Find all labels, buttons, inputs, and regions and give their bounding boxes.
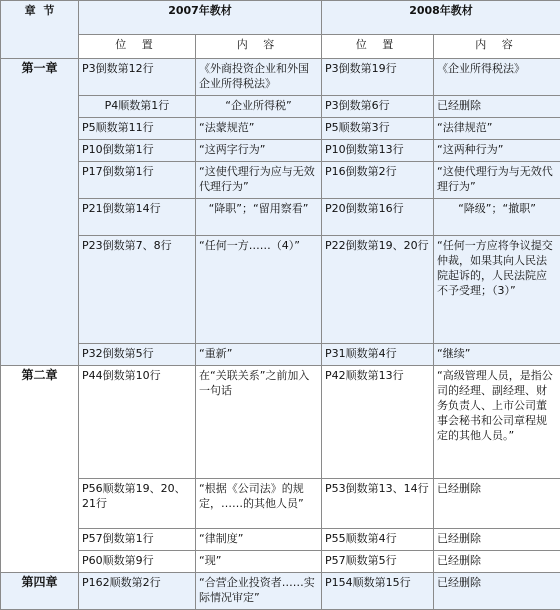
position-2008: P31顺数第4行 [322, 344, 434, 366]
position-2008: P55顺数第4行 [322, 529, 434, 551]
position-2007: P60顺数第9行 [79, 551, 196, 573]
position-2007: P17倒数第1行 [79, 162, 196, 199]
table-row [1, 479, 560, 529]
table-row [1, 551, 560, 573]
position-2007: P23倒数第7、8行 [79, 236, 196, 344]
table-row [1, 199, 560, 236]
position-header-2008: 位 置 [322, 35, 434, 59]
position-2008: P10倒数第13行 [322, 140, 434, 162]
content-2008: 已经删除 [434, 479, 560, 529]
chapter-2-label: 第二章 [1, 366, 79, 573]
content-2008: “这使代理行为与无效代理行为” [434, 162, 560, 199]
position-2008: P57顺数第5行 [322, 551, 434, 573]
content-2007: “降职”；“留用察看” [196, 199, 322, 236]
position-2008: P3倒数第19行 [322, 59, 434, 96]
table-row [1, 529, 560, 551]
content-2007: “这两字行为” [196, 140, 322, 162]
position-2007: P32倒数第5行 [79, 344, 196, 366]
table-row [1, 59, 560, 96]
content-2008: “任何一方应将争议提交仲裁，如果其向人民法院起诉的，人民法院应不予受理；（3）” [434, 236, 560, 344]
chapter-1-label: 第一章 [1, 59, 79, 366]
content-2007: “企业所得税” [196, 96, 322, 118]
position-2008: P16倒数第2行 [322, 162, 434, 199]
header-row [1, 1, 560, 35]
table-row [1, 573, 560, 610]
position-2008: P20倒数第16行 [322, 199, 434, 236]
table-row [1, 236, 560, 344]
chapter-4-label: 第四章 [1, 573, 79, 610]
content-2008: “降级”；“撤职” [434, 199, 560, 236]
table-row [1, 344, 560, 366]
edition-2008-header: 2008年教材 [322, 1, 560, 35]
table-row [1, 366, 560, 479]
position-header-2007: 位 置 [79, 35, 196, 59]
content-2008: “这两种行为” [434, 140, 560, 162]
table-row [1, 162, 560, 199]
content-2007: “根据《公司法》的规定，……的其他人员” [196, 479, 322, 529]
position-2008: P53倒数第13、14行 [322, 479, 434, 529]
position-2007: P44倒数第10行 [79, 366, 196, 479]
position-2007: P21倒数第14行 [79, 199, 196, 236]
content-2008: “高级管理人员，是指公司的经理、副经理、财务负责人、上市公司董事会秘书和公司章程规定的其他人员。” [434, 366, 560, 479]
content-2007: “合营企业投资者……实际情况审定” [196, 573, 322, 610]
table-row [1, 140, 560, 162]
position-2007: P3倒数第12行 [79, 59, 196, 96]
content-2007: “律制度” [196, 529, 322, 551]
position-2007: P10倒数第1行 [79, 140, 196, 162]
edition-2007-header: 2007年教材 [79, 1, 322, 35]
position-2007: P57倒数第1行 [79, 529, 196, 551]
content-2007: “这使代理行为应与无效代理行为” [196, 162, 322, 199]
content-2008: “继续” [434, 344, 560, 366]
content-2007: “任何一方……（4）” [196, 236, 322, 344]
content-2008: 已经删除 [434, 551, 560, 573]
content-2007: “法蒙规范” [196, 118, 322, 140]
chapter-section-header: 章 节 [1, 1, 79, 59]
content-2007: “现” [196, 551, 322, 573]
position-2007: P162顺数第2行 [79, 573, 196, 610]
position-2007: P5顺数第11行 [79, 118, 196, 140]
position-2008: P5顺数第3行 [322, 118, 434, 140]
content-2008: 《企业所得税法》 [434, 59, 560, 96]
position-2007: P4顺数第1行 [79, 96, 196, 118]
content-header-2007: 内 容 [196, 35, 322, 59]
content-header-2008: 内 容 [434, 35, 560, 59]
position-2008: P42顺数第13行 [322, 366, 434, 479]
content-2007: “重新” [196, 344, 322, 366]
position-2008: P3倒数第6行 [322, 96, 434, 118]
content-2008: 已经删除 [434, 529, 560, 551]
content-2007: 《外商投资企业和外国企业所得税法》 [196, 59, 322, 96]
table-row [1, 118, 560, 140]
position-2007: P56顺数第19、20、21行 [79, 479, 196, 529]
content-2008: 已经删除 [434, 573, 560, 610]
position-2008: P22倒数第19、20行 [322, 236, 434, 344]
subheader-row [1, 35, 560, 59]
content-2007: 在“关联关系”之前加入一句话 [196, 366, 322, 479]
position-2008: P154顺数第15行 [322, 573, 434, 610]
table-row [1, 96, 560, 118]
content-2008: “法律规范” [434, 118, 560, 140]
content-2008: 已经删除 [434, 96, 560, 118]
